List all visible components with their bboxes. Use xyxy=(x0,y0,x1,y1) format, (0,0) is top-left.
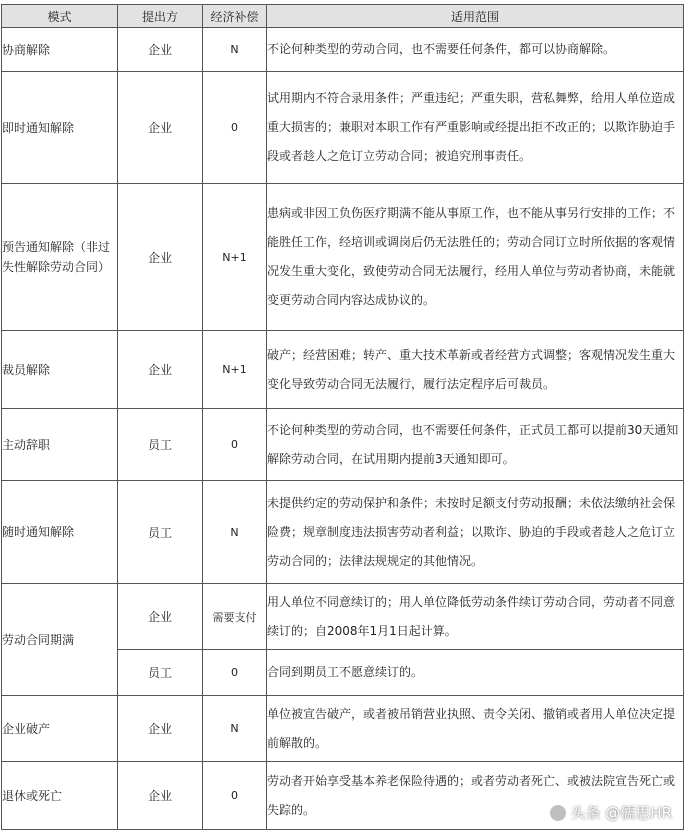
table-header-row xyxy=(2,5,684,28)
cell-compensation: N xyxy=(203,28,267,72)
cell-scope: 破产；经营困难；转产、重大技术革新或者经营方式调整；客观情况发生重大变化导致劳动合同无法履行，履行法定程序后可裁员。 xyxy=(267,331,684,409)
cell-mode: 即时通知解除 xyxy=(2,72,118,184)
header-compensation: 经济补偿 xyxy=(203,5,267,28)
cell-scope: 不论何种类型的劳动合同，也不需要任何条件，正式员工都可以提前30天通知解除劳动合同，在试用期内提前3天通知即可。 xyxy=(267,409,684,481)
cell-mode: 企业破产 xyxy=(2,696,118,762)
cell-proposer: 企业 xyxy=(118,696,203,762)
cell-scope: 不论何种类型的劳动合同，也不需要任何条件，都可以协商解除。 xyxy=(267,28,684,72)
table-row xyxy=(2,696,684,762)
cell-proposer: 员工 xyxy=(118,650,203,696)
cell-compensation: N xyxy=(203,481,267,584)
cell-mode: 主动辞职 xyxy=(2,409,118,481)
cell-mode: 预告通知解除（非过失性解除劳动合同） xyxy=(2,184,118,331)
table-row xyxy=(2,28,684,72)
cell-proposer: 企业 xyxy=(118,184,203,331)
cell-compensation: 0 xyxy=(203,762,267,830)
watermark-text: 头条 @儒思HR xyxy=(570,804,672,822)
table-row xyxy=(2,584,684,650)
table-row xyxy=(2,409,684,481)
header-proposer: 提出方 xyxy=(118,5,203,28)
cell-compensation: N+1 xyxy=(203,331,267,409)
header-scope: 适用范围 xyxy=(267,5,684,28)
cell-proposer: 企业 xyxy=(118,72,203,184)
cell-compensation: N+1 xyxy=(203,184,267,331)
cell-proposer: 企业 xyxy=(118,331,203,409)
table-row xyxy=(2,184,684,331)
watermark xyxy=(549,802,672,823)
cell-compensation: N xyxy=(203,696,267,762)
cell-scope: 单位被宣告破产，或者被吊销营业执照、责令关闭、撤销或者用人单位决定提前解散的。 xyxy=(267,696,684,762)
table-row xyxy=(2,331,684,409)
cell-compensation: 0 xyxy=(203,409,267,481)
cell-scope: 患病或非因工负伤医疗期满不能从事原工作，也不能从事另行安排的工作；不能胜任工作，经培训或调岗后仍无法胜任的；劳动合同订立时所依据的客观情况发生重大变化，致使劳动合同无法履行，经用人单位与劳动者协商，未能就变更劳动合同内容达成协议的。 xyxy=(267,184,684,331)
cell-proposer: 员工 xyxy=(118,409,203,481)
cell-scope: 试用期内不符合录用条件；严重违纪；严重失职，营私舞弊，给用人单位造成重大损害的；兼职对本职工作有严重影响或经提出拒不改正的；以欺诈胁迫手段或者趁人之危订立劳动合同；被追究刑事责任。 xyxy=(267,72,684,184)
cell-scope: 未提供约定的劳动保护和条件；未按时足额支付劳动报酬；未依法缴纳社会保险费；规章制度违法损害劳动者利益；以欺诈、胁迫的手段或者趁人之危订立劳动合同的；法律法规规定的其他情况。 xyxy=(267,481,684,584)
cell-mode: 随时通知解除 xyxy=(2,481,118,584)
cell-proposer: 企业 xyxy=(118,762,203,830)
cell-mode: 协商解除 xyxy=(2,28,118,72)
cell-mode: 劳动合同期满 xyxy=(2,584,118,696)
cell-mode: 退休或死亡 xyxy=(2,762,118,830)
cell-mode: 裁员解除 xyxy=(2,331,118,409)
cell-scope: 劳动者开始享受基本养老保险待遇的；或者劳动者死亡、或被法院宣告死亡或失踪的。 xyxy=(267,762,684,830)
cell-compensation: 0 xyxy=(203,650,267,696)
cell-scope: 用人单位不同意续订的；用人单位降低劳动条件续订劳动合同，劳动者不同意续订的；自2008年1月1日起计算。 xyxy=(267,584,684,650)
cell-scope: 合同到期员工不愿意续订的。 xyxy=(267,650,684,696)
cell-compensation: 0 xyxy=(203,72,267,184)
cell-proposer: 员工 xyxy=(118,481,203,584)
dismissal-modes-table xyxy=(1,4,684,830)
cell-proposer: 企业 xyxy=(118,584,203,650)
table-row xyxy=(2,481,684,584)
toutiao-logo-icon xyxy=(549,804,567,822)
cell-compensation: 需要支付 xyxy=(203,584,267,650)
header-mode: 模式 xyxy=(2,5,118,28)
table-row xyxy=(2,72,684,184)
cell-proposer: 企业 xyxy=(118,28,203,72)
